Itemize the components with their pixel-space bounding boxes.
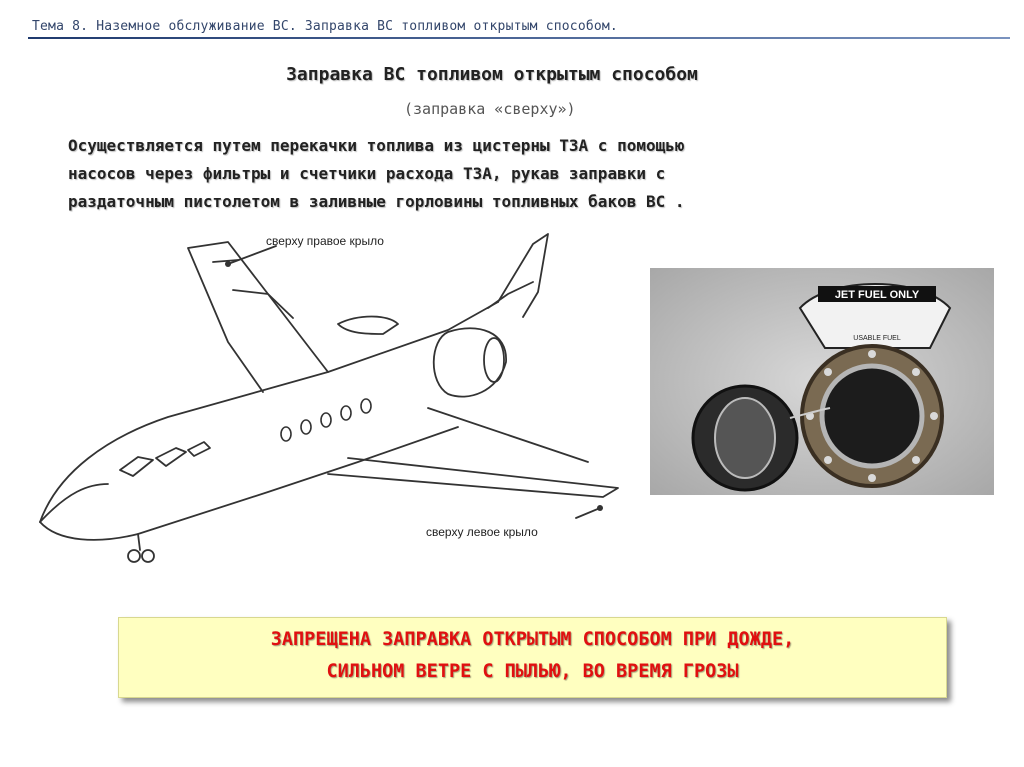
aircraft-drawing [28,222,628,582]
header-divider [28,37,1010,39]
description-line: насосов через фильтры и счетчики расхода ТЗА, рукав заправки с [68,164,666,183]
warning-line: СИЛЬНОМ ВЕТРЕ С ПЫЛЬЮ, ВО ВРЕМЯ ГРОЗЫ [326,661,739,682]
description-line: раздаточным пистолетом в заливные горловины топливных баков ВС . [68,192,685,211]
left-wing-fill-point-marker [597,505,603,511]
slide-title: Заправка ВС топливом открытым способом [286,64,698,85]
warning-banner [118,617,947,698]
callout-left-wing: сверху левое крыло [426,525,538,539]
description-line: Осуществляется путем перекачки топлива из цистерны ТЗА с помощью [68,136,685,155]
right-wing-fill-point-marker [225,261,231,267]
topic-header: Тема 8. Наземное обслуживание ВС. Заправка ВС топливом открытым способом. [32,19,618,34]
fuel-filler-photo [650,268,994,495]
placard-line: USABLE FUEL [853,335,901,342]
fuel-cap-illustration [650,268,994,495]
warning-line: ЗАПРЕЩЕНА ЗАПРАВКА ОТКРЫТЫМ СПОСОБОМ ПРИ ДОЖДЕ, [270,629,795,650]
callout-right-wing: сверху правое крыло [266,234,384,248]
placard-title: JET FUEL ONLY [834,289,920,301]
slide-subtitle: (заправка «сверху») [404,100,576,118]
description-text [68,132,968,216]
aircraft-sketch [28,222,628,582]
